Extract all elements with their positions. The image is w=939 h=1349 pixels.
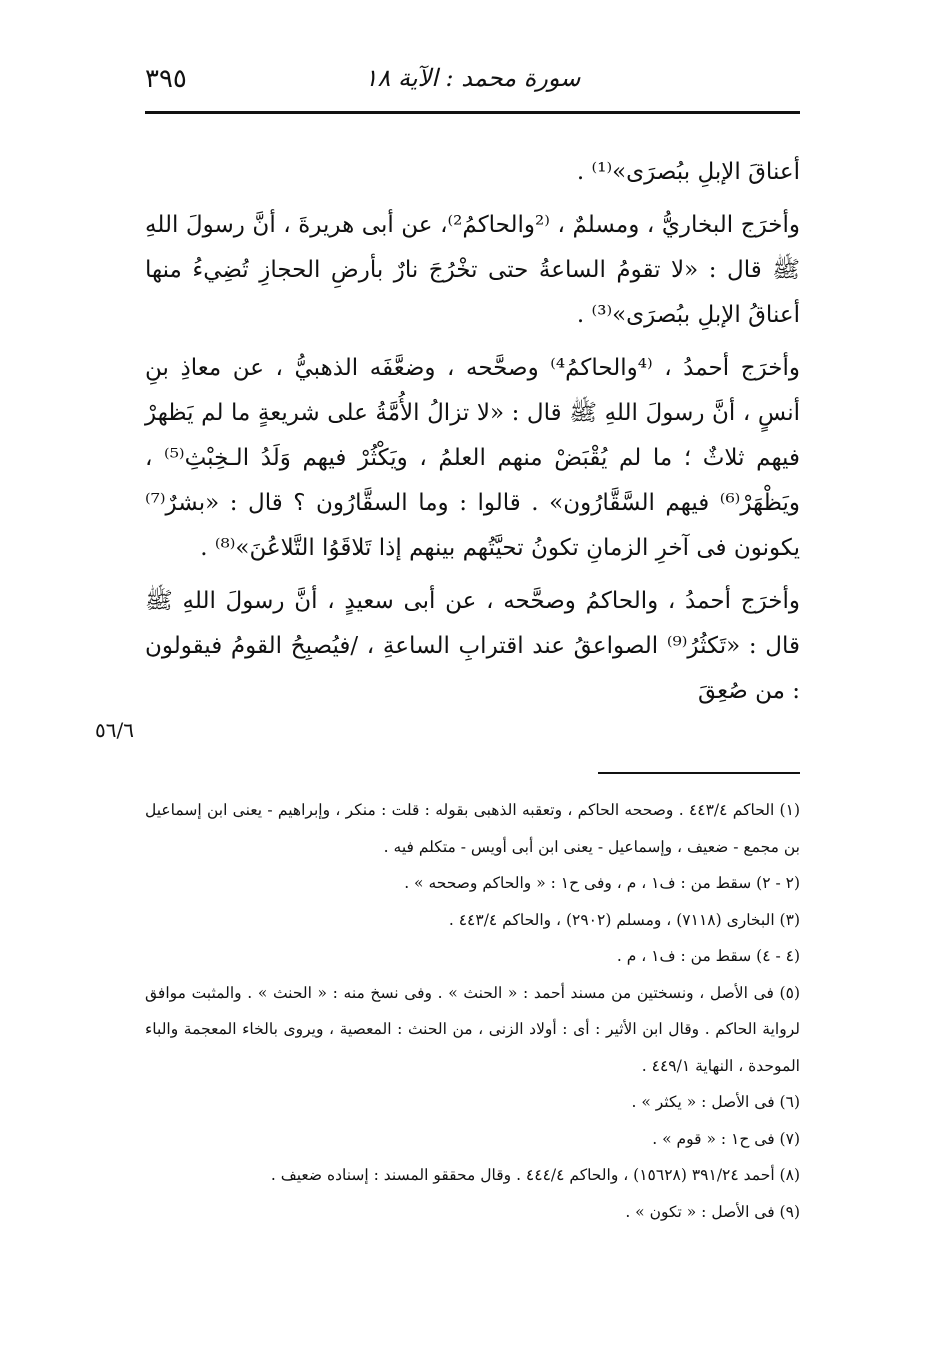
footnote-rule (598, 772, 800, 774)
paragraph: وأخرَج أحمدُ ، والحاكمُ وصحَّحه ، عن أبى سعيدٍ ، أنَّ رسولَ اللهِ ﷺ قال : «تَكثُرُ⁽⁹⁾ الصواعقُ عند اقترابِ الساعةِ ، /فيُصبِحُ القومُ فيقولون : من صُعِقَ (145, 588, 800, 704)
margin-reference: ٥٦/٦ (95, 718, 134, 742)
footnote: (٧) فى ح١ : « قوم » . (652, 1129, 800, 1148)
footnote: (١) الحاكم ٤٤٣/٤ . وصححه الحاكم ، وتعقبه الذهبى بقوله : قلت : منكر ، وإبراهيم - يعنى ابن إسماعيل بن مجمع - ضعيف ، وإسماعيل - يعنى ابن أبى أويس - متكلم فيه . (145, 801, 800, 856)
footnote: (٨) أحمد ٣٩١/٢٤ (١٥٦٢٨) ، والحاكم ٤٤٤/٤ . وقال محققو المسند : إسناده ضعيف . (270, 1166, 800, 1184)
main-text (145, 150, 800, 722)
footnotes (145, 792, 800, 1230)
header-rule (145, 111, 800, 114)
footnote: (٩) فى الأصل : « تكون » . (625, 1202, 800, 1221)
footnote: (٢ - ٢) سقط من : ف١ ، م ، وفى ح١ : « والحاكم وصححه » . (404, 874, 800, 892)
running-title: سورة محمد : الآية ١٨ (364, 64, 581, 92)
page-header (145, 58, 800, 108)
paragraph: وأخرَج البخاريُّ ، ومسلمٌ ، ⁽²والحاكمُ²⁾، عن أبى هريرةَ ، أنَّ رسولَ اللهِ ﷺ قال : «لا تقومُ الساعةُ حتى تخْرُجَ نارٌ بأرضِ الحجازِ تُضِيءُ منها أعناقُ الإبلِ ببُصرَى»⁽³⁾ . (145, 212, 800, 328)
footnote: (٦) فى الأصل : « يكثر » . (631, 1093, 800, 1111)
paragraph: أعناقَ الإبلِ ببُصرَى»⁽¹⁾ . (576, 159, 800, 185)
footnote: (٥) فى الأصل ، ونسختين من مسند أحمد : « الحنث » . وفى نسخ منه : « الحنث » . والمثبت موافق لرواية الحاكم . وقال ابن الأثير : أى : أولاد الزنى ، من الحنث : المعصية ، ويروى بالخاء المعجمة والباء الموحدة ، النهاية ٤٤٩/١ . (145, 983, 800, 1075)
page-number: ٣٩٥ (145, 64, 187, 94)
footnote: (٤ - ٤) سقط من : ف١ ، م . (616, 947, 800, 965)
paragraph: وأخرَج أحمدُ ، ⁽⁴والحاكمُ⁴⁾ وصحَّحه ، وضعَّفَه الذهبيُّ ، عن معاذِ بنِ أنسٍ ، أنَّ رسولَ اللهِ ﷺ قال : «لا تزالُ الأُمَّةُ على شريعةٍ ما لم يَظهرْ فيهم ثلاثٌ ؛ ما لم يُقْبَضْ منهم العلمُ ، ويَكْثُرْ فيهم وَلَدُ الـخِبْثِ⁽⁵⁾ ، ويَظْهَرْ⁽⁶⁾ فيهم السَّقَّارُون» . قالوا : وما السقَّارُون ؟ قال : «بشرٌ⁽⁷⁾ يكونون فى آخرِ الزمانِ تكونُ تحيَّتُهم بينهم إذا تَلاقَوُا التَّلاعُنَ»⁽⁸⁾ . (145, 355, 800, 561)
footnote: (٣) البخارى (٧١١٨) ، ومسلم (٢٩٠٢) ، والحاكم ٤٤٣/٤ . (448, 910, 800, 929)
